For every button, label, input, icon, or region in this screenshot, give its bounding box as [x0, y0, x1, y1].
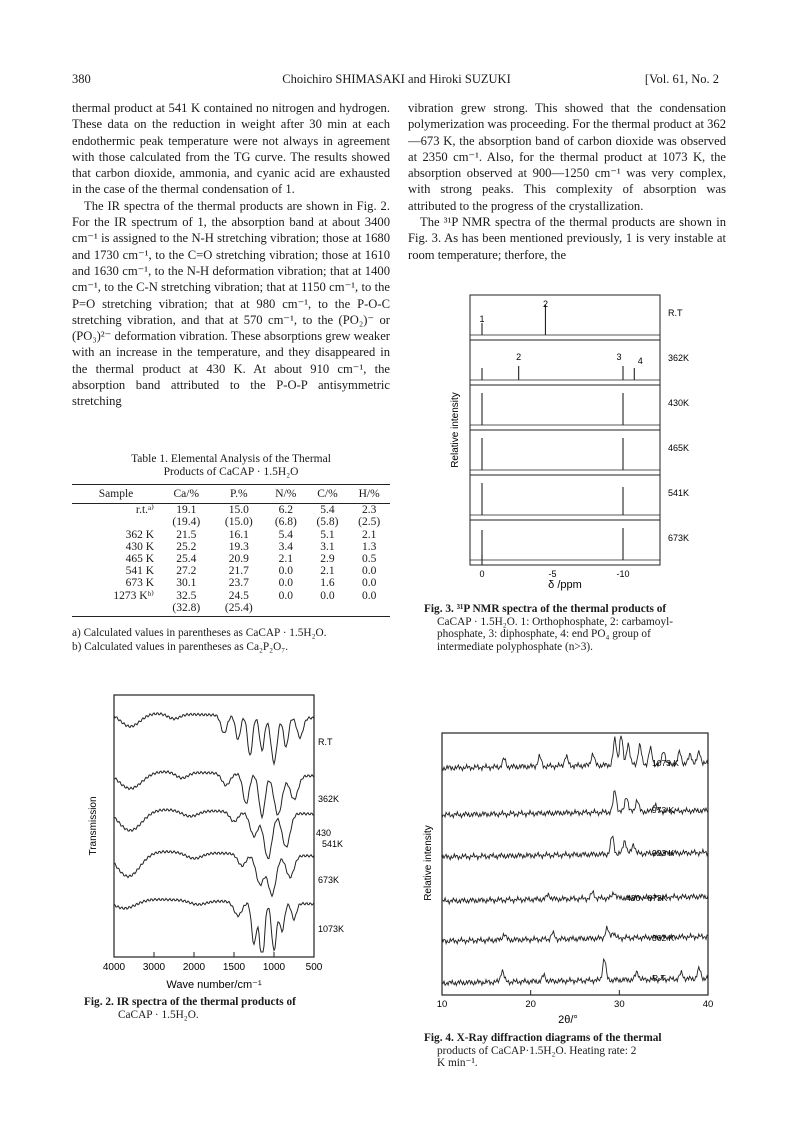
nmr-panel — [470, 385, 660, 430]
column-header: Sample — [72, 485, 160, 504]
column-header: C/% — [307, 485, 349, 504]
curve-label: 673K — [318, 875, 340, 885]
table-cell: 1.6 — [320, 577, 335, 590]
table-row — [72, 577, 390, 589]
right-column — [408, 100, 726, 263]
table-caption — [72, 453, 390, 479]
ir-curves — [114, 713, 314, 952]
fig4-caption — [424, 1032, 724, 1070]
table-cell — [72, 602, 160, 617]
caption-line: Fig. 2. IR spectra of the thermal products of — [84, 996, 296, 1008]
tick-label: 30 — [614, 999, 625, 1010]
ir-spectrum-curve — [114, 771, 314, 818]
table-cell: r.t.ᵃ⁾ — [135, 504, 154, 517]
table-cell: 0.5 — [361, 553, 377, 566]
tick-label: 3000 — [142, 962, 166, 973]
column-header: Ca/% — [160, 485, 213, 504]
column-header: H/% — [348, 485, 390, 504]
table-cell: 15.0 — [228, 504, 249, 517]
table-cell: 19.3 — [228, 540, 249, 553]
curve-label: 541K — [322, 839, 344, 849]
tick-label: 1500 — [222, 962, 246, 973]
table-row — [72, 590, 390, 602]
sample-label: 541K — [668, 488, 690, 498]
table-note-a: a) Calculated values in parentheses as CaCAP · 1.5H₂O. — [72, 627, 327, 639]
paragraph: vibration grew strong. This showed that the condensation polymerization was proceeding. For the thermal product at 362—673 K, the absorption band of carbon dioxide was observed at 2350 cm⁻¹. Also, for the thermal product at 1073 K, the absorption observed at 900—1250 cm⁻¹ was very complex, with strong peaks. This complexity of absorption was attributed to the progress of the crystallization. — [408, 101, 726, 213]
tick-label: 1000 — [262, 962, 286, 973]
tick-label: 40 — [702, 999, 714, 1010]
table-cell: 21.5 — [176, 528, 197, 541]
tick-label: 4000 — [102, 962, 126, 973]
table-cell: 0.0 — [278, 589, 294, 602]
x-axis-label: 2θ/° — [558, 1014, 578, 1026]
peak-label: 4 — [637, 356, 643, 366]
ir-spectrum-curve — [114, 809, 314, 859]
table-cell: 2.1 — [278, 553, 294, 566]
sample-label: 673K — [668, 533, 690, 543]
table-cell: 541 K — [125, 565, 154, 578]
caption-line: CaCAP · 1.5H₂O. — [118, 1008, 199, 1021]
table-cell: 5.4 — [278, 528, 294, 541]
tick-label: -10 — [616, 569, 630, 579]
table-cell: (19.4) — [172, 516, 201, 529]
sample-label: 465K — [668, 443, 690, 453]
table-row — [72, 504, 390, 517]
fig2-caption — [84, 996, 384, 1021]
table-cell: 0.0 — [320, 589, 335, 602]
table-caption-line: Table 1. Elemental Analysis of the Thermal — [131, 453, 331, 465]
table-cell: 2.3 — [361, 504, 377, 517]
sample-label: 430K — [668, 398, 690, 408]
running-authors: Choichiro SHIMASAKI and Hiroki SUZUKI — [282, 72, 511, 86]
table-cell: 24.5 — [228, 589, 249, 602]
x-axis-label: δ /ppm — [548, 579, 582, 591]
table-row — [72, 553, 390, 565]
caption-line: CaCAP · 1.5H₂O. 1: Orthophosphate, 2: carbamoyl- — [437, 615, 674, 628]
caption-line: products of CaCAP·1.5H₂O. Heating rate: 2 — [437, 1044, 637, 1057]
table-cell: 20.9 — [228, 553, 249, 566]
table-cell: (6.8) — [274, 516, 297, 529]
table-cell: 1.3 — [361, 540, 377, 553]
table-cell: (32.8) — [160, 602, 213, 617]
curve-label: 362 K — [652, 933, 675, 943]
fig2-ir-spectra — [82, 690, 372, 995]
paragraph: thermal product at 541 K contained no nitrogen and hydrogen. These data on the reduction in weight after 30 min at each endothermic peak temperature were not always in agreement with those calculated from the TG curve. The results showed that carbon dioxide, ammonia, and cyanic acid are exhausted in the case of the thermal condensation of 1. — [72, 101, 390, 197]
page-number: 380 — [72, 72, 91, 86]
table-cell: (15.0) — [224, 516, 253, 529]
table-cell: 5.1 — [320, 528, 335, 541]
caption-line: phosphate, 3: diphosphate, 4: end PO₄ group of — [437, 628, 651, 641]
table-row — [72, 516, 390, 528]
table-cell: 23.7 — [228, 577, 249, 590]
table-cell: 1273 Kᵇ⁾ — [113, 589, 154, 602]
curve-label: 430 — [316, 828, 332, 838]
table-cell — [307, 602, 349, 617]
tick-label: 2000 — [182, 962, 206, 973]
curve-label: 1073K — [318, 924, 345, 934]
table-cell: 3.1 — [320, 540, 335, 553]
table-cell: 0.0 — [361, 565, 377, 578]
nmr-panel — [470, 295, 660, 340]
nmr-panel — [470, 520, 660, 565]
table-cell: 430 K — [125, 540, 154, 553]
table-row — [72, 541, 390, 553]
tick-label: 500 — [305, 962, 323, 973]
table-cell: 3.4 — [278, 540, 294, 553]
table-cell: 16.1 — [228, 528, 249, 541]
column-header: P.% — [213, 485, 266, 504]
table-cell: (25.4) — [213, 602, 266, 617]
x-ticks — [437, 990, 714, 1010]
table-cell: 25.4 — [176, 553, 197, 566]
xrd-pattern-curve — [442, 891, 708, 904]
table-cell: 5.4 — [320, 504, 335, 517]
table-cell: 19.1 — [176, 504, 197, 517]
table-note-b: b) Calculated values in parentheses as Ca₂P₂O₇. — [72, 641, 289, 653]
curve-label: R.T. — [652, 973, 668, 983]
fig3-caption — [424, 603, 724, 653]
paragraph: The ³¹P NMR spectra of the thermal products are shown in Fig. 3. As has been mentioned previously, 1 is very instable at room temperature; therfore, the — [408, 215, 726, 262]
table-cell: 0.0 — [361, 589, 377, 602]
nmr-panels — [470, 295, 689, 579]
table-cell: 25.2 — [176, 540, 197, 553]
nmr-panel — [470, 340, 660, 385]
curve-label: 923 K — [652, 848, 675, 858]
table-cell: (5.8) — [316, 516, 339, 529]
table-header-row — [72, 485, 390, 504]
caption-line: Fig. 3. ³¹P NMR spectra of the thermal products of — [424, 603, 667, 615]
tick-label: 10 — [436, 999, 448, 1010]
table-row — [72, 602, 390, 617]
table-cell: 0.0 — [278, 577, 294, 590]
xrd-pattern-curve — [442, 959, 708, 985]
nmr-panel — [470, 430, 660, 475]
table-cell: 21.7 — [228, 565, 249, 578]
peak-label: 3 — [616, 352, 622, 362]
left-column — [72, 100, 390, 410]
tick-label: 20 — [525, 999, 536, 1010]
xrd-curves — [442, 736, 708, 986]
sample-label: R.T — [668, 308, 683, 318]
peak-label: 2 — [516, 352, 522, 362]
curve-label: 430 ~873K — [626, 893, 668, 903]
x-axis-label: Wave number/cm⁻¹ — [166, 979, 262, 991]
table-cell: 673 K — [125, 577, 154, 590]
table-body — [72, 504, 390, 617]
table-cell — [72, 516, 160, 528]
y-axis-label: Transmission — [88, 796, 99, 856]
table-cell: 6.2 — [278, 504, 294, 517]
sample-label: 362K — [668, 353, 690, 363]
caption-line: K min⁻¹. — [437, 1057, 478, 1070]
y-axis-label: Relative intensity — [423, 825, 434, 901]
plot-frame — [442, 733, 708, 995]
elemental-analysis-table — [72, 484, 390, 617]
curve-label: R.T — [318, 737, 333, 747]
y-axis-label: Relative intensity — [450, 392, 461, 468]
table-row — [72, 565, 390, 577]
table-cell: 2.1 — [361, 528, 377, 541]
table-cell — [348, 602, 390, 617]
table-cell — [265, 602, 307, 617]
caption-line: Fig. 4. X-Ray diffraction diagrams of the thermal — [424, 1032, 662, 1044]
table-cell: 2.1 — [320, 565, 335, 578]
ir-spectrum-curve — [114, 898, 314, 952]
volume-info: [Vol. 61, No. 2 — [644, 72, 719, 86]
table-cell: 465 K — [125, 553, 154, 566]
x-ticks — [103, 952, 323, 973]
fig4-xrd-patterns — [420, 733, 714, 1029]
table-cell: 32.5 — [176, 589, 197, 602]
curve-label: 973 K — [652, 805, 675, 815]
table-cell: (2.5) — [358, 516, 381, 529]
table-cell: 0.0 — [361, 577, 377, 590]
nmr-panel — [470, 475, 660, 520]
column-header: N/% — [265, 485, 307, 504]
fig3-nmr-spectra — [445, 290, 715, 600]
table-row — [72, 529, 390, 541]
table-cell: 2.9 — [320, 553, 335, 566]
peak-label: 1 — [479, 314, 485, 324]
tick-label: -5 — [548, 569, 557, 579]
table-cell: 362 K — [125, 528, 154, 541]
table-cell: 0.0 — [278, 565, 294, 578]
peak-label: 2 — [542, 299, 548, 309]
ir-spectrum-curve — [114, 713, 314, 764]
table-cell: 30.1 — [176, 577, 197, 590]
table-cell: 27.2 — [176, 565, 197, 578]
ir-spectrum-curve — [114, 851, 314, 897]
table-caption-line: Products of CaCAP · 1.5H₂O — [163, 466, 299, 478]
tick-label: 0 — [479, 569, 485, 579]
curve-label: 1073 K — [652, 758, 679, 768]
curve-label: 362K — [318, 794, 340, 804]
paragraph: The IR spectra of the thermal products are shown in Fig. 2. For the IR spectrum of 1, the absorption band at about 3400 cm⁻¹ is assigned to the N-H stretching vibration; those at 1680 and 1730 cm⁻¹, to the C=O stretching vibration; those at 1610 and 1630 cm⁻¹, to the N-H deformation vibration; that at 1400 cm⁻¹, to the C-N stretching vibration; that at 1150 cm⁻¹, to the P=O stretching vibration; that at 980 cm⁻¹, to the P-O-C stretching vibration, and that at 570 cm⁻¹, to the (PO₂)⁻ or (PO₃)²⁻ deformation vibration. These absorptions grew weaker with an increase in the temperature, and they disappeared in the thermal product at 430 K. At about 910 cm⁻¹, the absorption band attributed to the P-O-P antisymmetric stretching — [72, 198, 390, 409]
caption-line: intermediate polyphosphate (n>3). — [437, 640, 594, 653]
